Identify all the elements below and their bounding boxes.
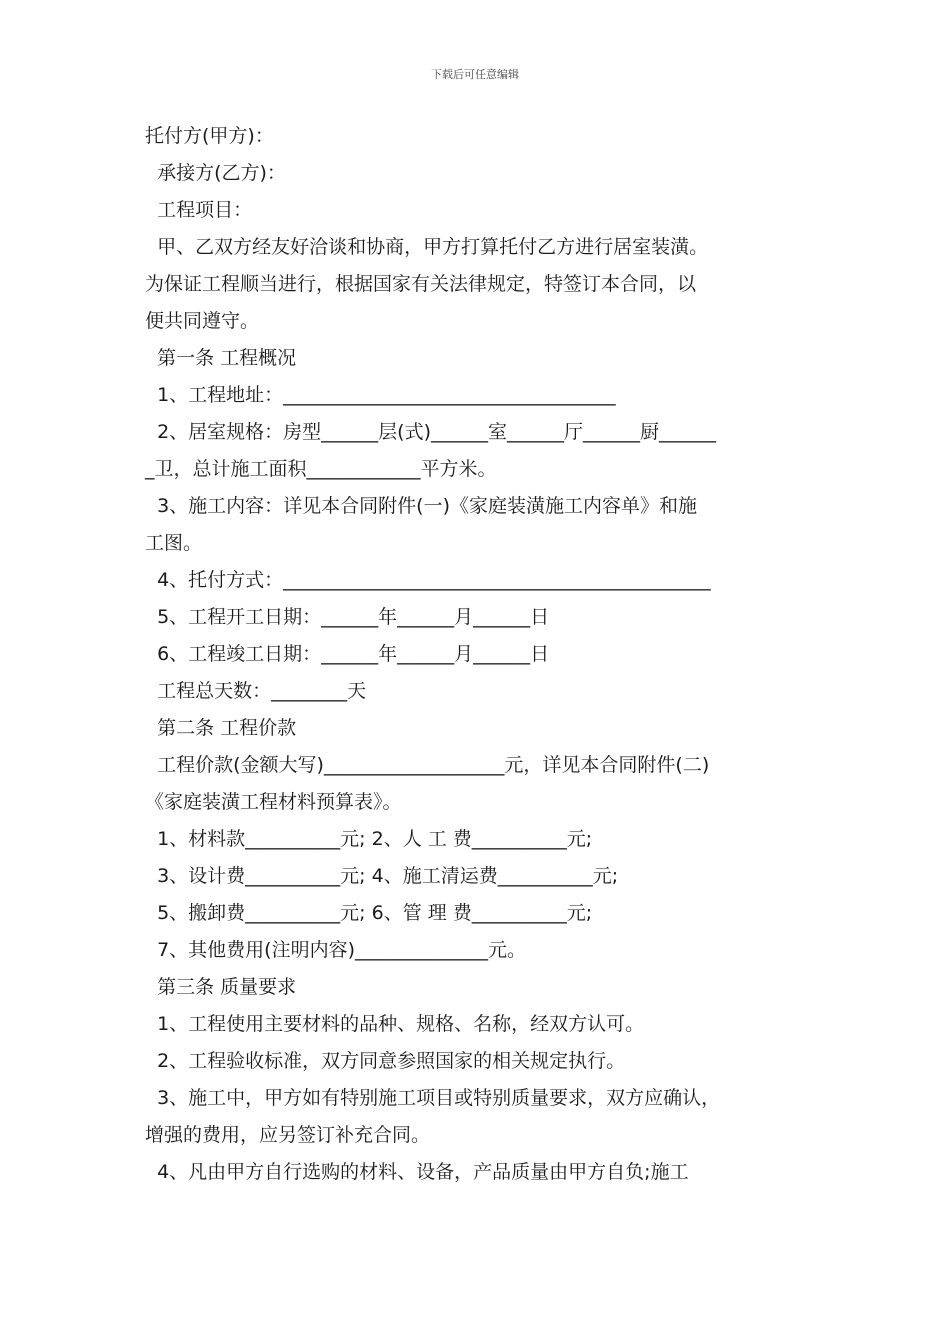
text-line: 3、施工内容：详见本合同附件(一)《家庭装潢施工内容单》和施: [145, 495, 697, 517]
text-line: 《家庭装潢工程材料预算表》。: [145, 791, 402, 813]
text-line: 1、工程使用主要材料的品种、规格、名称，经双方认可。: [145, 1013, 645, 1035]
text-line: 工程价款(金额大写)___________________元，详见本合同附件(二): [145, 754, 710, 776]
text-line: 3、设计费__________元; 4、施工清运费__________元;: [145, 865, 619, 887]
text-line: 工程项目：: [145, 199, 253, 221]
text-line: 7、其他费用(注明内容)______________元。: [145, 939, 526, 961]
text-line: 便共同遵守。: [145, 310, 260, 332]
section-heading: 第三条 质量要求: [145, 976, 297, 998]
text-line: 4、凡由甲方自行选购的材料、设备，产品质量由甲方自负;施工: [145, 1161, 689, 1183]
text-line: 3、施工中，甲方如有特别施工项目或特别质量要求，双方应确认，: [145, 1087, 721, 1109]
page-header: 下载后可任意编辑: [431, 68, 519, 81]
text-line: _卫，总计施工面积____________平方米。: [145, 458, 497, 480]
text-line: 1、材料款__________元; 2、人 工 费__________元;: [145, 828, 593, 850]
text-line: 2、工程验收标准，双方同意参照国家的相关规定执行。: [145, 1050, 626, 1072]
text-line: 2、居室规格：房型______层(式)______室______厅______厨______: [145, 421, 716, 443]
text-line: 4、托付方式：_____________________________________________: [145, 569, 711, 591]
text-line: 工程总天数：________天: [145, 680, 367, 702]
section-heading: 第二条 工程价款: [145, 717, 297, 739]
text-line: 承接方(乙方)：: [145, 162, 286, 184]
text-line: 工图。: [145, 532, 203, 554]
text-line: 增强的费用，应另签订补充合同。: [145, 1124, 431, 1146]
contract-body: [145, 118, 825, 1191]
text-line: 6、工程竣工日期：______年______月______日: [145, 643, 550, 665]
text-line: 5、搬卸费__________元; 6、管 理 费__________元;: [145, 902, 593, 924]
text-line: 为保证工程顺当进行，根据国家有关法律规定，特签订本合同，以: [145, 273, 697, 295]
section-heading: 第一条 工程概况: [145, 347, 297, 369]
text-line: 甲、乙双方经友好洽谈和协商，甲方打算托付乙方进行居室装潢。: [145, 236, 709, 258]
text-line: 托付方(甲方)：: [145, 125, 274, 147]
text-line: 5、工程开工日期：______年______月______日: [145, 606, 550, 628]
text-line: 1、工程地址：___________________________________: [145, 384, 616, 406]
